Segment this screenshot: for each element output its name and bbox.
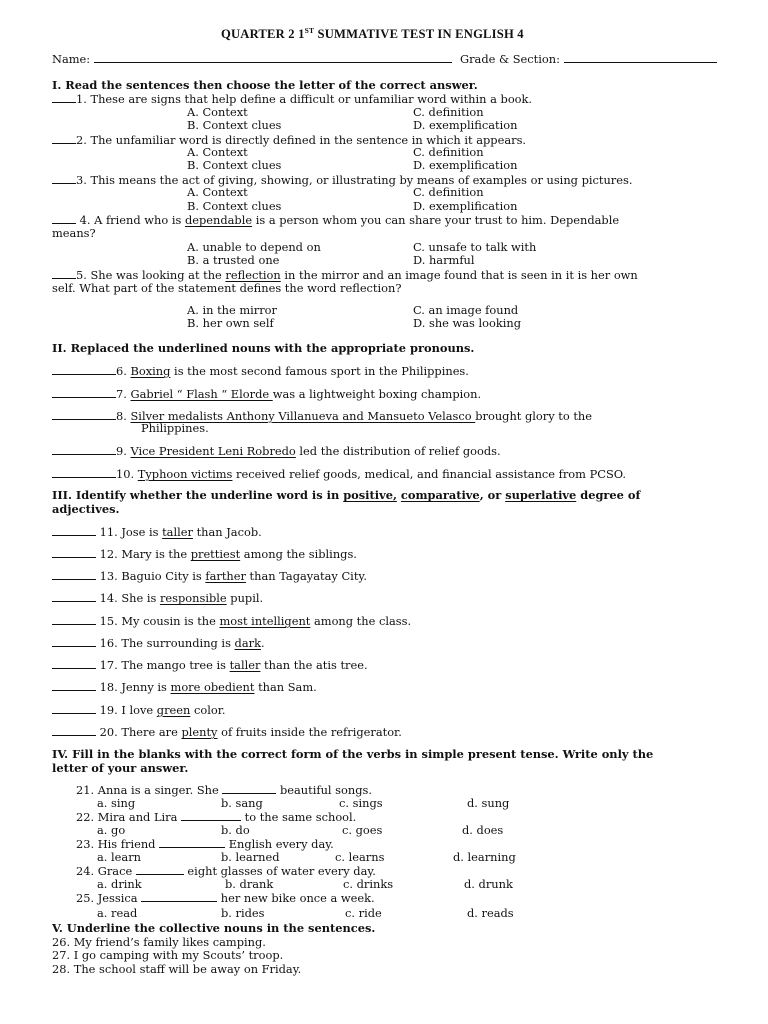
answer-blank-23[interactable] — [159, 837, 225, 848]
question-4-cont: means? — [52, 226, 96, 240]
q21-choice-c: c. sings — [339, 796, 383, 810]
q22-choice-b: b. do — [221, 823, 250, 837]
q5-choice-a: A. in the mirror — [187, 303, 277, 317]
grade-section-field: Grade & Section: — [460, 52, 717, 66]
question-8-cont: Philippines. — [141, 421, 209, 435]
q4-choice-b: B. a trusted one — [187, 253, 280, 267]
answer-blank-7[interactable] — [52, 387, 116, 398]
q24-choice-b: b. drank — [225, 877, 274, 891]
question-5-cont: self. What part of the statement defines the word reflection? — [52, 281, 402, 295]
answer-blank-17[interactable] — [52, 658, 96, 669]
q1-choice-b: B. Context clues — [187, 118, 282, 132]
answer-blank-5[interactable] — [52, 268, 76, 279]
q4-choice-a: A. unable to depend on — [187, 240, 321, 254]
question-21: 21. Anna is a singer. She beautiful songs. — [76, 783, 372, 797]
part2-heading: II. Replaced the underlined nouns with the appropriate pronouns. — [52, 341, 475, 355]
answer-blank-16[interactable] — [52, 636, 96, 647]
answer-blank-25[interactable] — [141, 891, 217, 902]
q2-choice-c: C. definition — [413, 145, 484, 159]
page-title: QUARTER 2 1ST SUMMATIVE TEST IN ENGLISH 4 — [221, 26, 524, 42]
q21-choice-a: a. sing — [97, 796, 136, 810]
answer-blank-10[interactable] — [52, 467, 116, 478]
answer-blank-12[interactable] — [52, 547, 96, 558]
q21-choice-d: d. sung — [467, 796, 510, 810]
grade-section-blank[interactable] — [564, 52, 717, 63]
q2-choice-b: B. Context clues — [187, 158, 282, 172]
question-24: 24. Grace eight glasses of water every day. — [76, 864, 376, 878]
q1-choice-a: A. Context — [187, 105, 248, 119]
name-field: Name: — [52, 52, 452, 66]
q4-choice-c: C. unsafe to talk with — [413, 240, 537, 254]
question-26[interactable]: 26. My friend’s family likes camping. — [52, 935, 266, 949]
answer-blank-22[interactable] — [181, 810, 241, 821]
q25-choice-a: a. read — [97, 906, 138, 920]
name-blank[interactable] — [94, 52, 452, 63]
q23-choice-c: c. learns — [335, 850, 385, 864]
question-1: 1. These are signs that help define a difficult or unfamiliar word within a book. — [52, 92, 532, 106]
part4-heading: IV. Fill in the blanks with the correct form of the verbs in simple present tense. Write only the — [52, 747, 654, 761]
answer-blank-15[interactable] — [52, 614, 96, 625]
question-12: 12. Mary is the prettiest among the siblings. — [52, 547, 357, 561]
answer-blank-11[interactable] — [52, 525, 96, 536]
answer-blank-1[interactable] — [52, 92, 76, 103]
q3-choice-c: C. definition — [413, 185, 484, 199]
answer-blank-6[interactable] — [52, 364, 116, 375]
answer-blank-24[interactable] — [136, 864, 184, 875]
answer-blank-8[interactable] — [52, 409, 116, 420]
q1-choice-d: D. exemplification — [413, 118, 518, 132]
answer-blank-18[interactable] — [52, 680, 96, 691]
question-25: 25. Jessica her new bike once a week. — [76, 891, 375, 905]
question-15: 15. My cousin is the most intelligent among the class. — [52, 614, 411, 628]
q4-choice-d: D. harmful — [413, 253, 475, 267]
question-28[interactable]: 28. The school staff will be away on Friday. — [52, 962, 302, 976]
q25-choice-d: d. reads — [467, 906, 514, 920]
q23-choice-a: a. learn — [97, 850, 141, 864]
question-7: 7. Gabriel “ Flash “ Elorde was a lightweight boxing champion. — [52, 387, 481, 401]
q24-choice-a: a. drink — [97, 877, 142, 891]
question-8: 8. Silver medalists Anthony Villanueva and Mansueto Velasco brought glory to the — [52, 409, 592, 423]
answer-blank-9[interactable] — [52, 444, 116, 455]
q3-choice-b: B. Context clues — [187, 199, 282, 213]
answer-blank-13[interactable] — [52, 569, 96, 580]
part5-heading: V. Underline the collective nouns in the sentences. — [52, 921, 376, 935]
question-23: 23. His friend English every day. — [76, 837, 334, 851]
part3-heading-cont: adjectives. — [52, 502, 120, 516]
q22-choice-a: a. go — [97, 823, 126, 837]
q3-choice-a: A. Context — [187, 185, 248, 199]
question-17: 17. The mango tree is taller than the atis tree. — [52, 658, 368, 672]
question-10: 10. Typhoon victims received relief goods, medical, and financial assistance from PCSO. — [52, 467, 626, 481]
q22-choice-c: c. goes — [342, 823, 383, 837]
q5-choice-b: B. her own self — [187, 316, 274, 330]
q24-choice-d: d. drunk — [464, 877, 513, 891]
question-19: 19. I love green color. — [52, 703, 226, 717]
question-20: 20. There are plenty of fruits inside the refrigerator. — [52, 725, 402, 739]
q5-choice-c: C. an image found — [413, 303, 519, 317]
question-11: 11. Jose is taller than Jacob. — [52, 525, 262, 539]
q25-choice-c: c. ride — [345, 906, 382, 920]
answer-blank-3[interactable] — [52, 173, 76, 184]
answer-blank-2[interactable] — [52, 133, 76, 144]
part1-heading: I. Read the sentences then choose the letter of the correct answer. — [52, 78, 478, 92]
question-18: 18. Jenny is more obedient than Sam. — [52, 680, 317, 694]
q24-choice-c: c. drinks — [343, 877, 394, 891]
question-14: 14. She is responsible pupil. — [52, 591, 263, 605]
q22-choice-d: d. does — [462, 823, 504, 837]
q3-choice-d: D. exemplification — [413, 199, 518, 213]
answer-blank-20[interactable] — [52, 725, 96, 736]
question-16: 16. The surrounding is dark. — [52, 636, 265, 650]
answer-blank-4[interactable] — [52, 213, 76, 224]
answer-blank-14[interactable] — [52, 591, 96, 602]
answer-blank-21[interactable] — [222, 783, 276, 794]
answer-blank-19[interactable] — [52, 703, 96, 714]
q2-choice-a: A. Context — [187, 145, 248, 159]
question-13: 13. Baguio City is farther than Tagayatay City. — [52, 569, 367, 583]
part3-heading: III. Identify whether the underline word is in positive, comparative, or superlative degree of — [52, 488, 641, 502]
question-9: 9. Vice President Leni Robredo led the distribution of relief goods. — [52, 444, 501, 458]
q2-choice-d: D. exemplification — [413, 158, 518, 172]
question-27[interactable]: 27. I go camping with my Scouts’ troop. — [52, 948, 284, 962]
question-22: 22. Mira and Lira to the same school. — [76, 810, 357, 824]
q23-choice-d: d. learning — [453, 850, 516, 864]
q23-choice-b: b. learned — [221, 850, 280, 864]
question-2: 2. The unfamiliar word is directly defined in the sentence in which it appears. — [52, 133, 526, 147]
question-3: 3. This means the act of giving, showing, or illustrating by means of examples or using pictures. — [52, 173, 632, 187]
q21-choice-b: b. sang — [221, 796, 263, 810]
question-6: 6. Boxing is the most second famous sport in the Philippines. — [52, 364, 469, 378]
question-5: 5. She was looking at the reflection in the mirror and an image found that is seen in it is her own — [52, 268, 638, 282]
q1-choice-c: C. definition — [413, 105, 484, 119]
q25-choice-b: b. rides — [221, 906, 265, 920]
question-4: 4. A friend who is dependable is a person whom you can share your trust to him. Dependable — [52, 213, 619, 227]
q5-choice-d: D. she was looking — [413, 316, 522, 330]
part4-heading-cont: letter of your answer. — [52, 761, 189, 775]
